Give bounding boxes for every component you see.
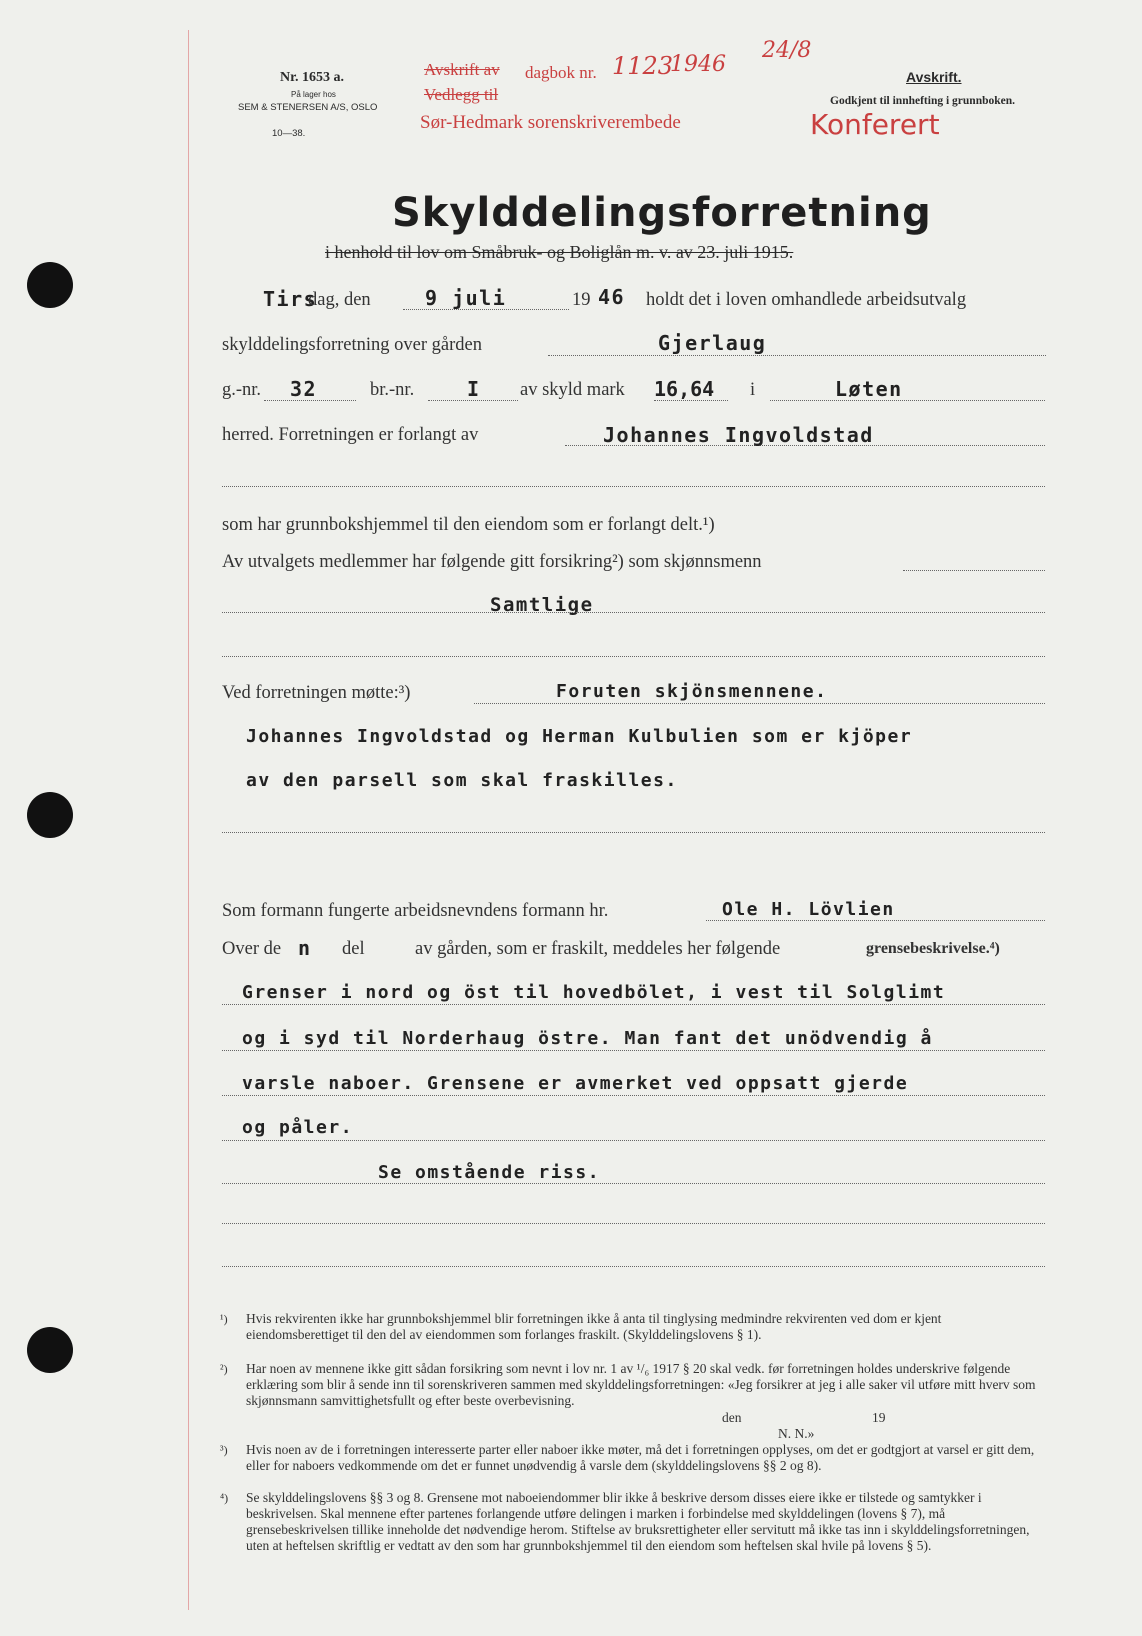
footnote-2-number: ²) [220,1362,228,1376]
gnr: 32 [290,377,318,401]
footnote-4-number: ⁴) [220,1491,229,1505]
gnr-label: g.-nr. [222,380,262,400]
del-label: del [342,939,365,959]
publisher-line2: SEM & STENERSEN A/S, OSLO [238,102,378,113]
grense-label: grensebeskrivelse.⁴) [866,940,1000,957]
footnote-2-nn: N. N.» [778,1426,815,1441]
skyld: 16,64 [654,377,715,401]
stamp-avskrift-av: Avskrift av [424,60,500,79]
godkjent-text: Godkjent til innhefting i grunnboken. [830,95,1016,107]
mote-line1: Foruten skjönsmennene. [556,681,828,702]
date: 9 juli [425,286,507,310]
weekday-suffix: dag, den [308,290,371,310]
grense-line1: Grenser i nord og öst til hovedbölet, i vest til Solglimt [242,982,946,1003]
requested-by: Johannes Ingvoldstad [603,423,874,447]
weekday: Tirs [263,287,318,311]
formann: Ole H. Lövlien [722,899,895,920]
members: Samtlige [490,594,594,616]
form-number: Nr. 1653 a. [280,70,345,85]
held-text: holdt det i loven omhandlede arbeidsutvalg [646,290,967,310]
stamp-vedlegg-til: Vedlegg til [424,85,499,104]
footnote-1-number: ¹) [220,1312,228,1326]
mote-line2: Johannes Ingvoldstad og Herman Kulbulien som er kjöper [246,726,913,747]
i-label: i [750,380,756,400]
mote-line3: av den parsell som skal fraskilles. [246,770,678,791]
punch-hole-top [27,262,73,308]
punch-hole-bottom [27,1327,73,1373]
punch-hole-middle [27,792,73,838]
skyld-label: av skyld mark [520,380,625,400]
year-prefix: 19 [572,290,591,310]
publisher-line1: På lager hos [291,90,336,99]
bnr: I [467,377,481,401]
bnr-label: br.-nr. [370,380,415,400]
hjemmel-text: som har grunnbokshjemmel til den eiendom som er forlangt delt.¹) [222,515,715,535]
del-number: n [298,936,312,960]
mote-label: Ved forretningen møtte:³) [222,683,411,703]
konferert-stamp: Konferert [810,108,940,141]
journal-year: 1946 [670,52,726,77]
footnote-2-den: den [722,1410,742,1425]
over-garden-label: skylddelingsforretning over gården [222,335,482,355]
footnote-2: Har noen av mennene ikke gitt sådan forsikring som nevnt i lov nr. 1 av ¹/₆ 1917 § 20 skal vedk. før forretningen holdes underskrive følgende erklæring som blir å sende inn til sorenskriveren sammen med skylddelingsforretningen: «Jeg forsikrer at jeg i alle saker vil utføre mitt hverv som skjønnsmann samvittighetsfullt og efter beste overbevisning. [246,1361,1036,1408]
utvalg-text: Av utvalgets medlemmer har følgende gitt forsikring²) som skjønnsmenn [222,552,762,572]
footnote-2-19: 19 [872,1410,886,1425]
farm-name: Gjerlaug [658,331,767,355]
herred-label: herred. Forretningen er forlangt av [222,425,479,445]
over-de-label: Over de [222,939,282,959]
footnote-3-number: ³) [220,1443,228,1457]
formann-label: Som formann fungerte arbeidsnevndens formann hr. [222,901,609,921]
footnote-1: Hvis rekvirenten ikke har grunnbokshjemmel blir forretningen ikke å anta til tinglysing medmindre rekvirenten ved dom er kjent eiendomsberettiget til den del av eiendommen som forlanges fraskilt. (Skylddelingslovens § 1). [246,1311,942,1342]
year-suffix: 46 [598,285,626,309]
grense-line4: og påler. [242,1117,354,1138]
print-code: 10—38. [272,128,306,139]
document-subtitle: i henhold til lov om Småbruk- og Boliglån m. v. av 23. juli 1915. [325,242,794,262]
fraskilt-text: av gården, som er fraskilt, meddeles her følgende [415,939,781,959]
document-title: Skylddelingsforretning [392,190,932,236]
grense-line2: og i syd til Norderhaug östre. Man fant det unödvendig å [242,1028,933,1049]
stamp-dagbok: dagbok nr. [525,63,597,82]
stamp-office: Sør-Hedmark sorenskriverembede [420,112,681,133]
journal-number: 1123 [612,52,674,80]
margin-line [188,30,189,1610]
footnote-4: Se skylddelingslovens §§ 3 og 8. Grensene mot naboeiendommer blir ikke å beskrive dersom disses eiere ikke er tilstede og samtykker i beskrivelsen. Skal mennene efter partenes forlangende utføre delingen i marken i forbindelse med skylddelingen (lovens § 7), må grensebeskrivelsen tillike inneholde det nødvendige herom. Stiftelse av bruksrettigheter eller servitutt må ikke tas inn i skylddelingsforretningen, uten at heftelsen skriftlig er vedtatt av den som har grunnbokshjemmel til den eiendom som heftelsen skal hvile på lovens § 5). [246,1490,1030,1553]
grense-line5: Se omstående riss. [378,1162,601,1183]
avskrift-label: Avskrift. [906,69,962,85]
municipality: Løten [835,377,903,401]
footnote-3: Hvis noen av de i forretningen interesserte parter eller naboer ikke møter, må det i forretningen opplyses, om det er godtgjort at varsel er gitt dem, eller for naboers vedkommende om det er funnet unødvendig å varsle dem (skylddelingslovens §§ 2 og 8). [246,1442,1035,1473]
grense-line3: varsle naboer. Grensene er avmerket ved oppsatt gjerde [242,1073,909,1094]
journal-date: 24/8 [762,38,812,63]
